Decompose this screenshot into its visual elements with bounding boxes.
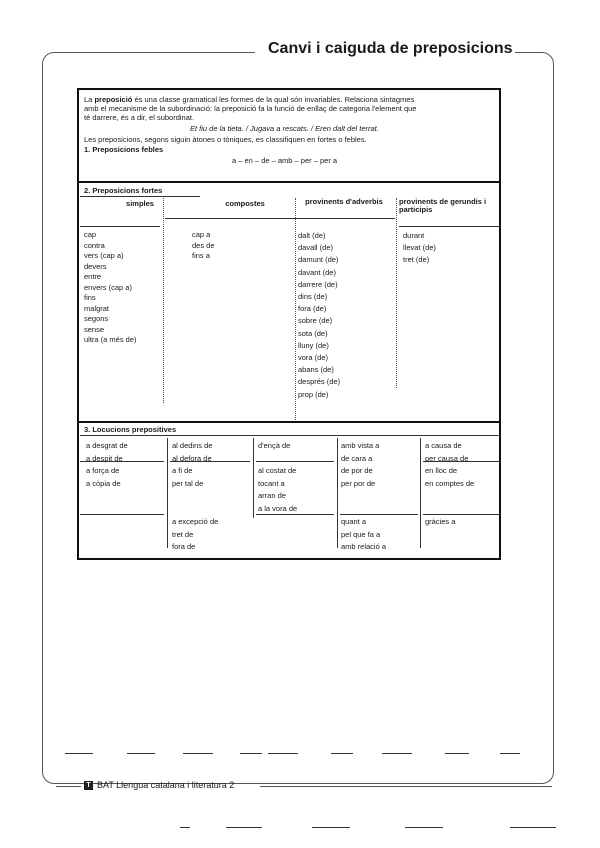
s3-rule-f — [256, 514, 334, 515]
list-item: cap a — [192, 230, 211, 239]
s3-rule-d — [423, 461, 499, 462]
loc-col-4 — [341, 440, 379, 490]
list-item: damunt (de) — [298, 255, 339, 265]
list-item: lluny (de) — [298, 340, 329, 350]
list-item: quant a — [341, 517, 367, 526]
write-line — [226, 827, 262, 828]
s3-divider-1 — [167, 438, 168, 548]
s3-divider-4 — [420, 438, 421, 548]
col-gerundis-header: provinents de gerundis i participis — [399, 197, 487, 214]
list-item: al costat de — [258, 466, 297, 475]
write-line — [510, 827, 556, 828]
section-divider-2 — [77, 421, 501, 423]
page-title: Canvi i caiguda de preposicions — [268, 40, 513, 57]
write-line — [180, 827, 190, 828]
list-item: a causa de — [425, 441, 462, 450]
intro-line-4: Les preposicions, segons siguin àtones o tòniques, es classifiquen en fortes o febles. — [84, 135, 367, 144]
loc-col-2b — [172, 516, 218, 554]
list-adverbis — [298, 230, 340, 401]
list-item: segons — [84, 314, 109, 323]
intro-line-2: amb el mecanisme de la subordinació: la preposició fa la funció de enllaç de categoria l'element que — [84, 104, 417, 113]
list-gerundis — [403, 230, 436, 267]
list-item: amb relació a — [341, 542, 387, 551]
loc-col-1 — [86, 440, 128, 490]
s2-col-divider-1 — [163, 198, 164, 403]
footer-badge: T — [84, 781, 93, 790]
write-line — [65, 753, 93, 754]
list-item: amb vista a — [341, 441, 380, 450]
s2-col-divider-2 — [295, 198, 296, 420]
header-rule-3 — [399, 226, 499, 227]
list-item: dalt (de) — [298, 231, 326, 240]
loc-col-5 — [425, 440, 474, 490]
list-item: a despit de — [86, 453, 123, 463]
list-item: cap — [84, 230, 97, 239]
section3-heading-rule — [80, 435, 500, 436]
intro-example: Et fiu de la tieta. / Jugava a rescats. / Eren dalt del terrat. — [190, 124, 379, 133]
list-item: fins — [84, 293, 96, 302]
write-line — [405, 827, 443, 828]
footer-rule-right — [260, 786, 552, 787]
list-item: durant — [403, 231, 425, 240]
list-item: tret (de) — [403, 255, 430, 265]
section-divider-1 — [77, 181, 501, 183]
list-item: d'ençà de — [258, 441, 291, 450]
loc-col-2 — [172, 440, 212, 490]
list-item: de cara a — [341, 453, 373, 463]
s3-rule-e — [80, 514, 164, 515]
list-item: vora (de) — [298, 353, 329, 363]
loc-col-5b — [425, 516, 455, 529]
list-item: de por de — [341, 466, 373, 475]
write-line — [500, 753, 520, 754]
list-item: darrere (de) — [298, 279, 338, 289]
write-line — [240, 753, 262, 754]
list-item: llevat (de) — [403, 243, 436, 253]
write-line — [445, 753, 469, 754]
list-compostes — [192, 230, 215, 262]
col-simples-header: simples — [126, 199, 154, 208]
intro-term: preposició — [94, 95, 133, 104]
intro-text: és una classe gramatical les formes de la qual són invariables. Relaciona sintagmes — [134, 95, 415, 104]
list-item: a còpia de — [86, 478, 121, 488]
footer-label: BAT Llengua catalana i literatura 2 — [97, 780, 235, 790]
list-item: al defora de — [172, 453, 212, 463]
list-item: gràcies a — [425, 517, 456, 526]
list-item: al dedins de — [172, 441, 213, 450]
list-item: després (de) — [298, 377, 341, 387]
list-item: entre — [84, 272, 102, 281]
header-rule-1 — [80, 226, 160, 227]
list-item: abans (de) — [298, 365, 334, 375]
list-item: per por de — [341, 478, 376, 488]
list-item: pel que fa a — [341, 529, 381, 539]
footer-rule-left — [56, 786, 81, 787]
intro-line-3: té darrere, és a dir, el subordinat. — [84, 113, 195, 122]
list-item: sense — [84, 324, 105, 334]
col-adverbis-header: provinents d'adverbis — [305, 197, 383, 206]
section1-list: a – en – de – amb – per – per a — [232, 156, 338, 165]
s2-col-divider-3 — [396, 198, 397, 388]
list-item: a força de — [86, 466, 120, 475]
s3-rule-h — [423, 514, 499, 515]
section3-heading: 3. Locucions prepositives — [84, 425, 177, 434]
list-item: fora (de) — [298, 304, 327, 314]
list-item: contra — [84, 240, 105, 250]
section1-heading: 1. Preposicions febles — [84, 145, 164, 154]
s3-rule-c — [256, 461, 334, 462]
list-item: tret de — [172, 529, 194, 539]
list-item: per tal de — [172, 478, 204, 488]
list-item: a la vora de — [258, 503, 298, 513]
list-item: devers — [84, 261, 107, 271]
loc-col-4b — [341, 516, 386, 554]
s3-divider-3 — [337, 438, 338, 548]
list-item: en comptes de — [425, 478, 475, 488]
intro-line-1 — [84, 95, 414, 104]
list-item: sota (de) — [298, 328, 328, 338]
list-simples — [84, 230, 137, 346]
list-item: vers (cap a) — [84, 251, 124, 260]
intro-word-la: La — [84, 95, 93, 104]
list-item: per causa de — [425, 453, 469, 463]
list-item: des de — [192, 240, 215, 250]
write-line — [127, 753, 155, 754]
list-item: davall (de) — [298, 243, 334, 253]
section2-heading: 2. Preposicions fortes — [84, 186, 163, 195]
header-rule-2 — [165, 218, 395, 219]
loc-col-3b — [258, 465, 297, 515]
s3-divider-2 — [253, 438, 254, 518]
list-item: malgrat — [84, 303, 110, 313]
list-item: tocant a — [258, 478, 285, 488]
section2-heading-rule — [80, 196, 200, 197]
list-item: a fi de — [172, 466, 193, 475]
s3-rule-a — [80, 461, 164, 462]
list-item: fora de — [172, 542, 196, 551]
write-line — [382, 753, 412, 754]
list-item: dins (de) — [298, 292, 328, 302]
loc-col-3 — [258, 440, 290, 453]
col-compostes-header: compostes — [225, 199, 265, 208]
list-item: arran de — [258, 491, 286, 500]
write-line — [268, 753, 298, 754]
list-item: a desgrat de — [86, 441, 128, 450]
s3-rule-b — [170, 461, 250, 462]
list-item: sobre (de) — [298, 316, 333, 326]
write-line — [331, 753, 353, 754]
list-item: a excepció de — [172, 517, 219, 526]
list-item: fins a — [192, 251, 210, 260]
s3-rule-g — [340, 514, 418, 515]
list-item: envers (cap a) — [84, 282, 132, 292]
list-item: davant (de) — [298, 267, 336, 277]
write-line — [183, 753, 213, 754]
list-item: prop (de) — [298, 389, 329, 399]
write-line — [312, 827, 350, 828]
list-item: en lloc de — [425, 466, 458, 475]
list-item: ultra (a més de) — [84, 335, 137, 344]
